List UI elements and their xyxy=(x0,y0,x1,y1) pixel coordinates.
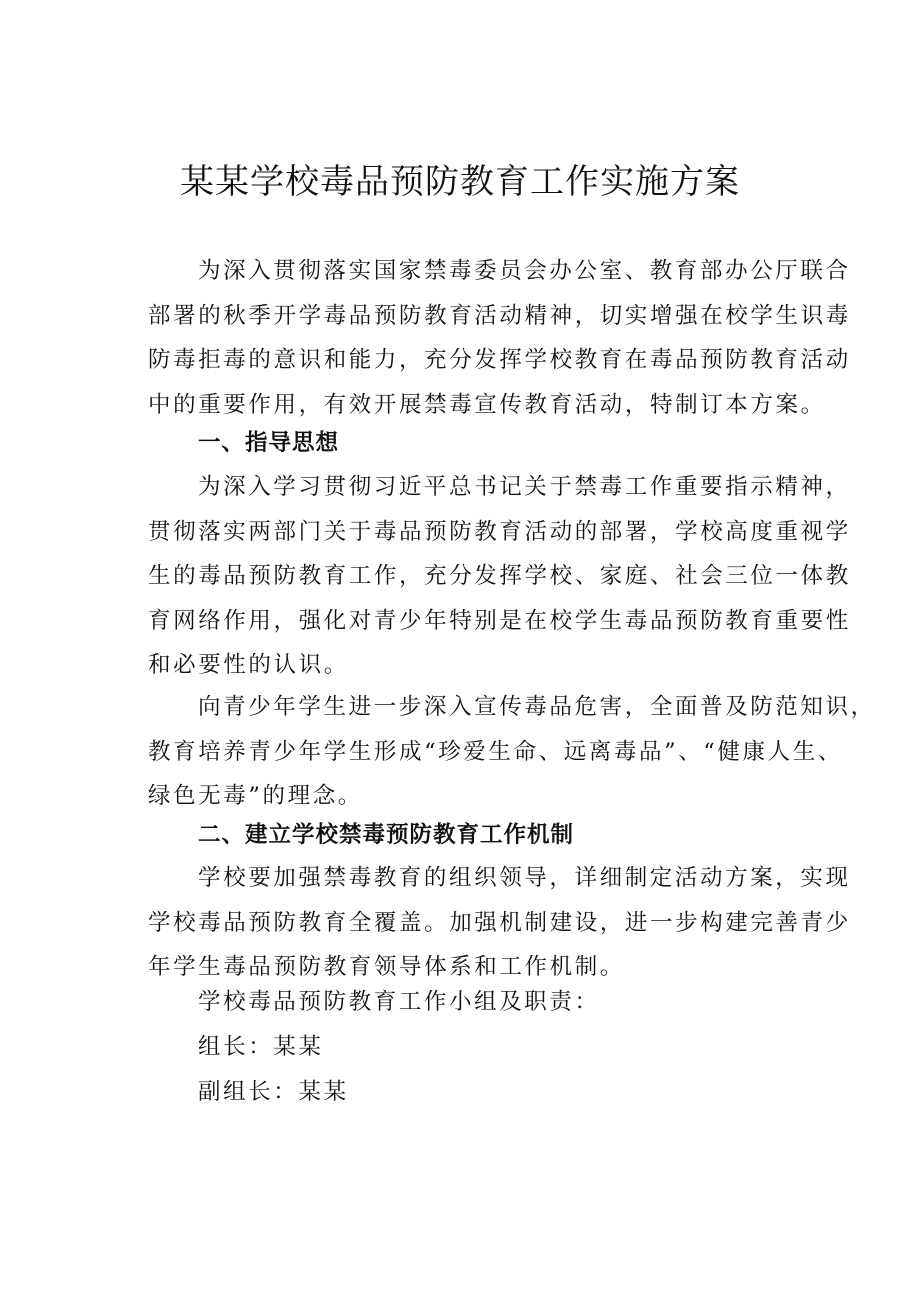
section-heading-mechanism: 二、建立学校禁毒预防教育工作机制 xyxy=(198,822,575,848)
paragraph-line: 年学生毒品预防教育领导体系和工作机制。 xyxy=(148,954,625,980)
section-heading-guiding-principle: 一、指导思想 xyxy=(198,430,340,456)
paragraph-line: 学校毒品预防教育全覆盖。加强机制建设，进一步构建完善青少 xyxy=(148,909,851,936)
group-leader: 组长：某某 xyxy=(198,1034,324,1060)
paragraph-line: 向青少年学生进一步深入宣传毒品危害，全面普及防范知识， xyxy=(198,694,876,720)
intro-line: 防毒拒毒的意识和能力，充分发挥学校教育在毒品预防教育活动 xyxy=(148,347,851,373)
document-title: 某某学校毒品预防教育工作实施方案 xyxy=(180,162,740,202)
intro-line: 中的重要作用，有效开展禁毒宣传教育活动，特制订本方案。 xyxy=(148,391,826,418)
intro-line: 部署的秋季开学毒品预防教育活动精神，切实增强在校学生识毒 xyxy=(148,302,851,329)
paragraph-line: 学校要加强禁毒教育的组织领导，详细制定活动方案，实现 xyxy=(198,865,851,891)
paragraph-line: 育网络作用，强化对青少年特别是在校学生毒品预防教育重要性 xyxy=(148,607,851,634)
intro-paragraph xyxy=(148,249,851,427)
paragraph-line: 和必要性的认识。 xyxy=(148,652,349,678)
section1-paragraph-2 xyxy=(148,685,876,819)
section2-paragraph-1 xyxy=(148,856,851,990)
paragraph-line: 为深入学习贯彻习近平总书记关于禁毒工作重要指示精神， xyxy=(198,474,851,500)
paragraph-line: 生的毒品预防教育工作，充分发挥学校、家庭、社会三位一体教 xyxy=(148,563,851,589)
working-group-title: 学校毒品预防教育工作小组及职责： xyxy=(198,989,600,1015)
intro-line: 为深入贯彻落实国家禁毒委员会办公室、教育部办公厅联合 xyxy=(198,258,851,284)
paragraph-line: 教育培养青少年学生形成“珍爱生命、远离毒品”、“健康人生、 xyxy=(148,738,843,765)
working-group-list xyxy=(148,980,808,1115)
section1-paragraph-1 xyxy=(148,465,851,688)
group-deputy-leader: 副组长：某某 xyxy=(198,1079,349,1105)
paragraph-line: 绿色无毒”的理念。 xyxy=(148,783,363,809)
paragraph-line: 贯彻落实两部门关于毒品预防教育活动的部署，学校高度重视学 xyxy=(148,518,851,545)
